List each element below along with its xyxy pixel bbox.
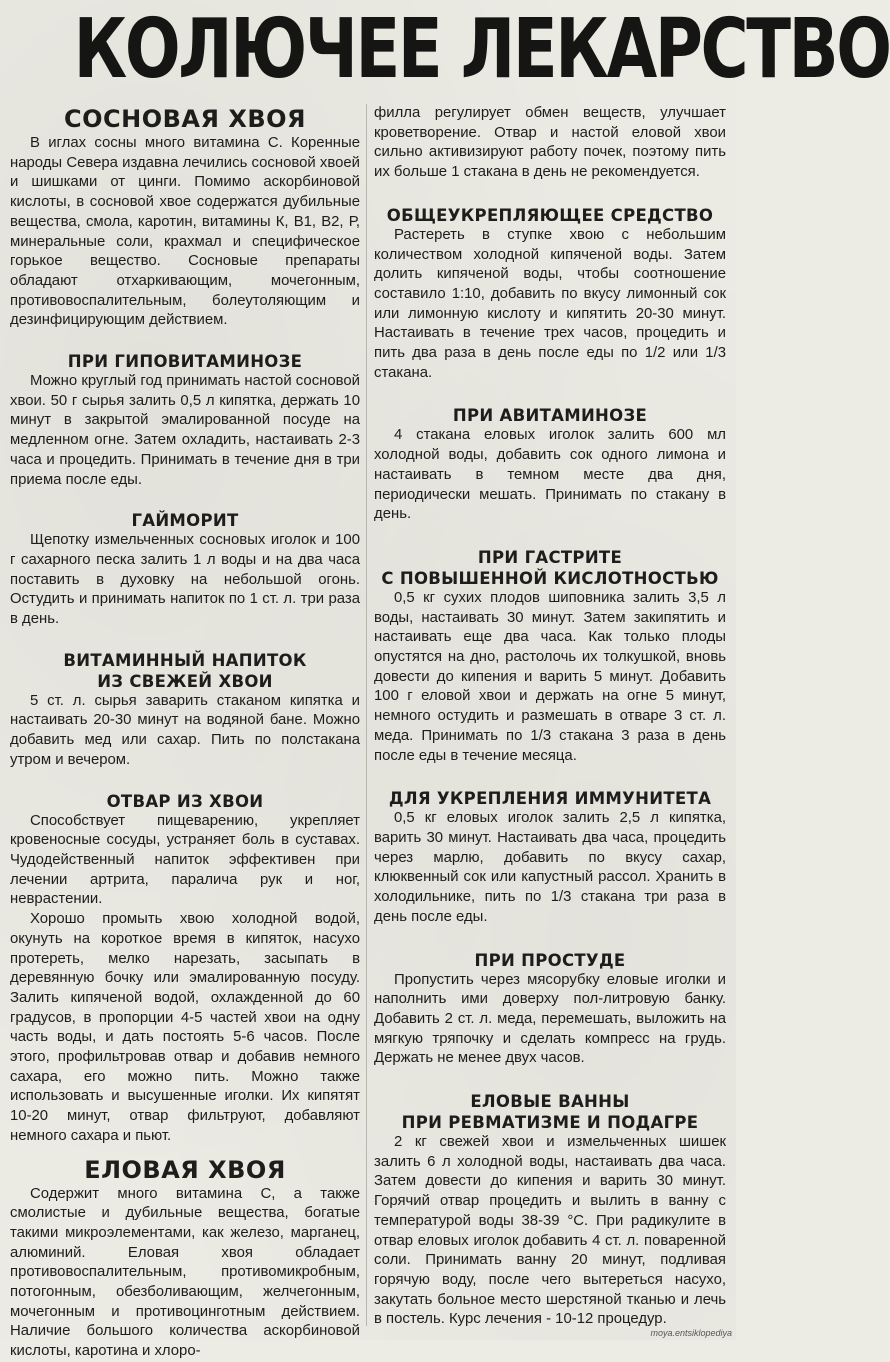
section-heading-immunity: ДЛЯ УКРЕПЛЕНИЯ ИММУНИТЕТА — [388, 789, 712, 809]
section-heading-decoction: ОТВАР ИЗ ХВОИ — [106, 791, 264, 811]
section-heading-vitamin-drink-1: ВИТАМИННЫЙ НАПИТОК — [63, 650, 307, 670]
section-text-sinusitis: Щепотку измельченных сосновых иголок и 100 г сахарного песка залить 1 л воды и на два часа поставить в духовку на небольшой огонь. Остудить и принимать напиток по 1 ст. л. три раза в день. — [10, 532, 360, 628]
section-text-spruce: Содержит много витамина С, а также смолистые и дубильные вещества, богатые такими микроэлементами, как железо, марганец, алюминий. Еловая хвоя обладает противовоспалительным, противомикробным, потогонным, обезболивающим, желчегонным, мочегонным и противоцинготным действием. Наличие большого количества аскорбиновой кислоты, каротина и хлоро- — [10, 1185, 360, 1360]
section-text-decoction-2: Хорошо промыть хвою холодной водой, окунуть на короткое время в кипяток, насухо протереть, мелко нарезать, засыпать в деревянную бочку или эмалированную посуду. Залить кипяченой водой, охлажденной до 60 градусов, в пропорции 4-5 частей хвои на одну часть воды, и дать постоять 5-6 часов. После этого, профильтровав отвар и добавив немного сахара, его можно пить. Можно также использовать и высушенные иголки. Их кипятят 10-20 минут, отвар фильтруют, добавляют немного сахара и пьют. — [10, 911, 360, 1144]
section-text-cold: Пропустить через мясорубку еловые иголки и наполнить ими доверху пол-литровую банку. Добавить 2 ст. л. меда, перемешать, выложить на мягкую тряпочку и сделать компресс на грудь. Держать не менее двух часов. — [374, 971, 726, 1067]
column-divider — [366, 104, 367, 1326]
section-heading-gastritis-1: ПРИ ГАСТРИТЕ — [477, 547, 623, 567]
section-text-tonic: Растереть в ступке хвою с небольшим количеством холодной кипяченой воды. Затем долить кипяченой воды, чтобы соотношение составило 1:10, добавить по вкусу лимонный сок или лимонную кислоту и кипятить 20-30 минут. Настаивать в течение трех часов, процедить и пить два раза в день после еды по 1/2 или 1/3 стакана. — [374, 226, 726, 381]
left-column — [10, 104, 360, 1360]
section-text-pine: В иглах сосны много витамина С. Коренные народы Севера издавна лечились сосновой хвоей и шишками от цинги. Помимо аскорбиновой кислоты, в сосновой хвое содержатся дубильные вещества, смола, каротин, витамины К, В1, В2, Р, минеральные соли, крахмал и специфическое горькое вещество. Сосновые препараты обладают отхаркивающим, мочегонным, противовоспалительным, болеутоляющим и дезинфицирующим действием. — [10, 135, 360, 329]
section-text-vitamin-drink: 5 ст. л. сырья заварить стаканом кипятка и настаивать 20-30 минут на водяной бане. Можно добавить мед или сахар. Пить по полстакана утром и вечером. — [10, 692, 360, 768]
section-heading-tonic: ОБЩЕУКРЕПЛЯЮЩЕЕ СРЕДСТВО — [386, 205, 714, 225]
section-text-avitaminosis: 4 стакана еловых иголок залить 600 мл холодной воды, добавить сок одного лимона и настаивать в темном месте два дня, периодически мешать. Принимать по стакану в день. — [374, 427, 726, 523]
article-title: КОЛЮЧЕЕ ЛЕКАРСТВО — [73, 2, 890, 97]
section-heading-hypovitaminosis: ПРИ ГИПОВИТАМИНОЗЕ — [67, 352, 303, 372]
section-text-baths: 2 кг свежей хвои и измельченных шишек залить 6 л холодной воды, настаивать два часа. Затем довести до кипения и варить 30 минут. Горячий отвар процедить и вылить в ванну с температурой воды 38-39 °С. При радикулите в отвар еловых иголок добавить 4 ст. л. поваренной соли. Принимать ванну 20 минут, подливая горячую воду, после чего вытереться насухо, закутать больное место шерстяной тканью и лечь в постель. Курс лечения - 10-12 процедур. — [374, 1134, 726, 1328]
source-credit: moya.entsiklopediya — [650, 1328, 732, 1338]
section-heading-spruce: ЕЛОВАЯ ХВОЯ — [84, 1155, 286, 1184]
section-text-immunity: 0,5 кг еловых иголок залить 2,5 л кипятка, варить 30 минут. Настаивать два часа, процедить через марлю, добавить по вкусу сахар, клюквенный сок или капустный рассол. Хранить в холодильнике, пить по 1/3 стакана три раза в день после еды. — [374, 810, 726, 925]
section-heading-avitaminosis: ПРИ АВИТАМИНОЗЕ — [452, 406, 648, 426]
section-text-hypovitaminosis: Можно круглый год принимать настой сосновой хвои. 50 г сырья залить 0,5 л кипятка, держать 10 минут в закрытой эмалированной посуде на медленном огне. Затем охладить, настаивать 2-3 часа и процедить. Принимать в течение дня в три приема после еды. — [10, 373, 360, 488]
section-heading-sinusitis: ГАЙМОРИТ — [131, 511, 239, 531]
section-heading-cold: ПРИ ПРОСТУДЕ — [474, 950, 626, 970]
section-text-gastritis: 0,5 кг сухих плодов шиповника залить 3,5 л воды, настаивать 30 минут. Затем закипятить и настаивать еще два часа. Как только плоды опустятся на дно, растолочь их толкушкой, вновь довести до кипения и варить 5 минут. Добавить 100 г еловой хвои и держать на огне 5 минут, немного остудить и размешать в отваре 3 ст. л. меда. Принимать по 1/3 стакана 3 раза в день после еды в течение месяца. — [374, 589, 726, 764]
section-heading-gastritis-2: С ПОВЫШЕННОЙ КИСЛОТНОСТЬЮ — [381, 568, 719, 588]
section-heading-pine: СОСНОВАЯ ХВОЯ — [64, 105, 306, 133]
section-heading-baths-1: ЕЛОВЫЕ ВАННЫ — [470, 1092, 630, 1112]
section-heading-vitamin-drink-2: ИЗ СВЕЖЕЙ ХВОИ — [97, 671, 273, 691]
section-text-decoction-1: Способствует пищеварению, укрепляет кровеносные сосуды, устраняет боль в суставах. Чудодейственный напиток эффективен при лечении артрита, паралича рук и ног, неврастении. — [10, 812, 360, 908]
section-heading-baths-2: ПРИ РЕВМАТИЗМЕ И ПОДАГРЕ — [401, 1113, 699, 1133]
right-column — [374, 104, 726, 1326]
section-text-spruce-continued: филла регулирует обмен веществ, улучшает кроветворение. Отвар и настой еловой хвои сильно активизируют работу почек, поэтому пить их больше 1 стакана в день не рекомендуется. — [374, 105, 726, 181]
